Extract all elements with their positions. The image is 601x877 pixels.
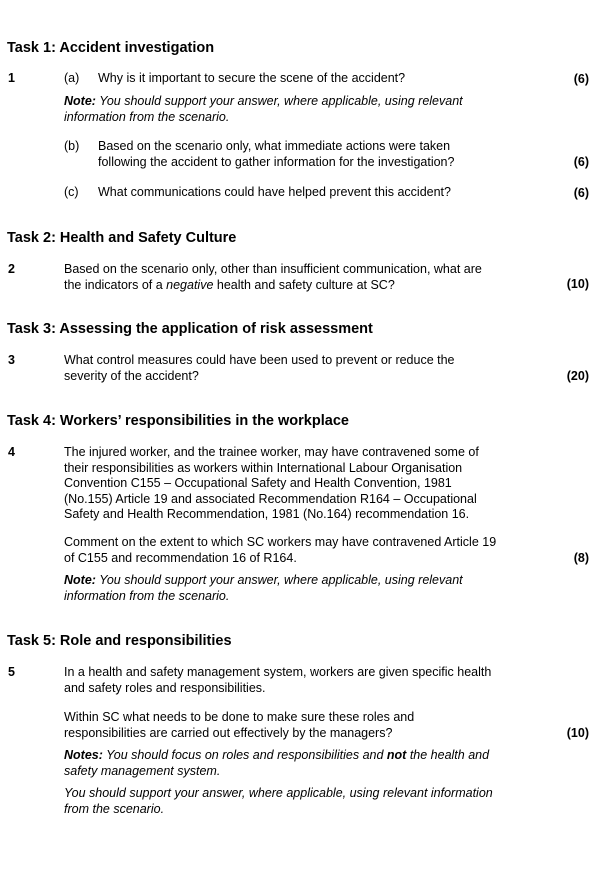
paragraph-line: Within SC what needs to be done to make sure these roles and: [64, 710, 415, 724]
question-1c-text: What communications could have helped prevent this accident?: [98, 185, 451, 199]
question-4-paragraph-2: [64, 535, 534, 566]
question-1c-marks: (6): [573, 186, 589, 200]
text-run: health and safety culture at SC?: [213, 277, 395, 292]
question-5-marks: (10): [566, 726, 589, 740]
task-5-heading: Task 5: Role and responsibilities: [7, 633, 232, 649]
question-3-marks: (20): [566, 369, 589, 383]
question-1b-line: Based on the scenario only, what immediate actions were taken: [98, 139, 451, 153]
note-label: Note:: [64, 94, 96, 108]
task-3-heading: Task 3: Assessing the application of risk assessment: [7, 321, 373, 337]
question-2-line: Based on the scenario only, other than insufficient communication, what are: [64, 262, 482, 276]
note-line: from the scenario.: [64, 801, 165, 816]
note-text: You should support your answer, where applicable, using relevant: [99, 573, 463, 587]
question-3-line: What control measures could have been used to prevent or reduce the: [64, 353, 455, 367]
question-4-note: [64, 573, 534, 604]
paragraph-line: The injured worker, and the trainee worker, may have contravened some of: [64, 445, 479, 459]
question-1b-text: [98, 139, 538, 170]
paragraph-line: of C155 and recommendation 16 of R164.: [64, 550, 297, 565]
note-line: safety management system.: [64, 763, 221, 778]
question-4-paragraph-1: [64, 445, 534, 523]
question-3-number: 3: [8, 353, 15, 367]
note-text: You should support your answer, where applicable, using relevant information from the scenario.: [64, 94, 463, 124]
question-5-number: 5: [8, 665, 15, 679]
text-run: the indicators of a: [64, 277, 167, 292]
paragraph-line: and safety roles and responsibilities.: [64, 680, 266, 695]
paragraph-line: their responsibilities as workers within International Labour Organisation: [64, 460, 463, 475]
question-3-line: severity of the accident?: [64, 368, 199, 383]
question-5-note: [64, 748, 534, 779]
paragraph-line: In a health and safety management system, workers are given specific health: [64, 665, 492, 679]
question-1b-marks: (6): [573, 155, 589, 169]
question-1b-line: following the accident to gather information for the investigation?: [98, 154, 455, 169]
question-5-paragraph-2: [64, 710, 534, 741]
question-1c-label: (c): [64, 185, 79, 199]
task-2-heading: Task 2: Health and Safety Culture: [7, 230, 237, 246]
question-2-line: [64, 278, 534, 294]
task-1-heading: Task 1: Accident investigation: [7, 40, 215, 56]
note-strong: not: [386, 748, 407, 762]
question-1a-text: Why is it important to secure the scene of the accident?: [98, 71, 406, 85]
question-2-marks: (10): [566, 277, 589, 291]
note-line: You should support your answer, where applicable, using relevant information: [64, 786, 493, 800]
note-line: [64, 573, 534, 589]
question-5-note-2: [64, 786, 534, 817]
paragraph-line: Comment on the extent to which SC workers may have contravened Article 19: [64, 535, 497, 549]
note-text: the health and: [406, 748, 490, 762]
note-text: You should focus on roles and responsibilities and: [106, 748, 387, 762]
emphasis-text: negative: [166, 277, 214, 292]
question-5-paragraph-1: [64, 665, 534, 696]
question-1a-marks: (6): [573, 72, 589, 86]
question-1-number: 1: [8, 71, 15, 85]
paragraph-line: responsibilities are carried out effectively by the managers?: [64, 725, 393, 740]
note-line: [64, 748, 534, 764]
paragraph-line: (No.155) Article 19 and associated Recommendation R164 – Occupational: [64, 491, 477, 506]
question-4-marks: (8): [573, 551, 589, 565]
question-1a-note: [64, 94, 514, 125]
note-label: Notes:: [64, 748, 103, 762]
task-4-heading: Task 4: Workers’ responsibilities in the workplace: [7, 413, 349, 429]
question-1a-label: (a): [64, 71, 80, 85]
question-2-text: [64, 262, 534, 293]
note-line: information from the scenario.: [64, 588, 230, 603]
question-1b-label: (b): [64, 139, 80, 153]
paragraph-line: Convention C155 – Occupational Safety and Health Convention, 1981: [64, 476, 452, 490]
paragraph-line: Safety and Health Recommendation, 1981 (No.164) recommendation 16.: [64, 507, 470, 521]
question-3-text: [64, 353, 534, 384]
question-2-number: 2: [8, 262, 15, 276]
note-label: Note:: [64, 573, 96, 587]
question-4-number: 4: [8, 445, 15, 459]
